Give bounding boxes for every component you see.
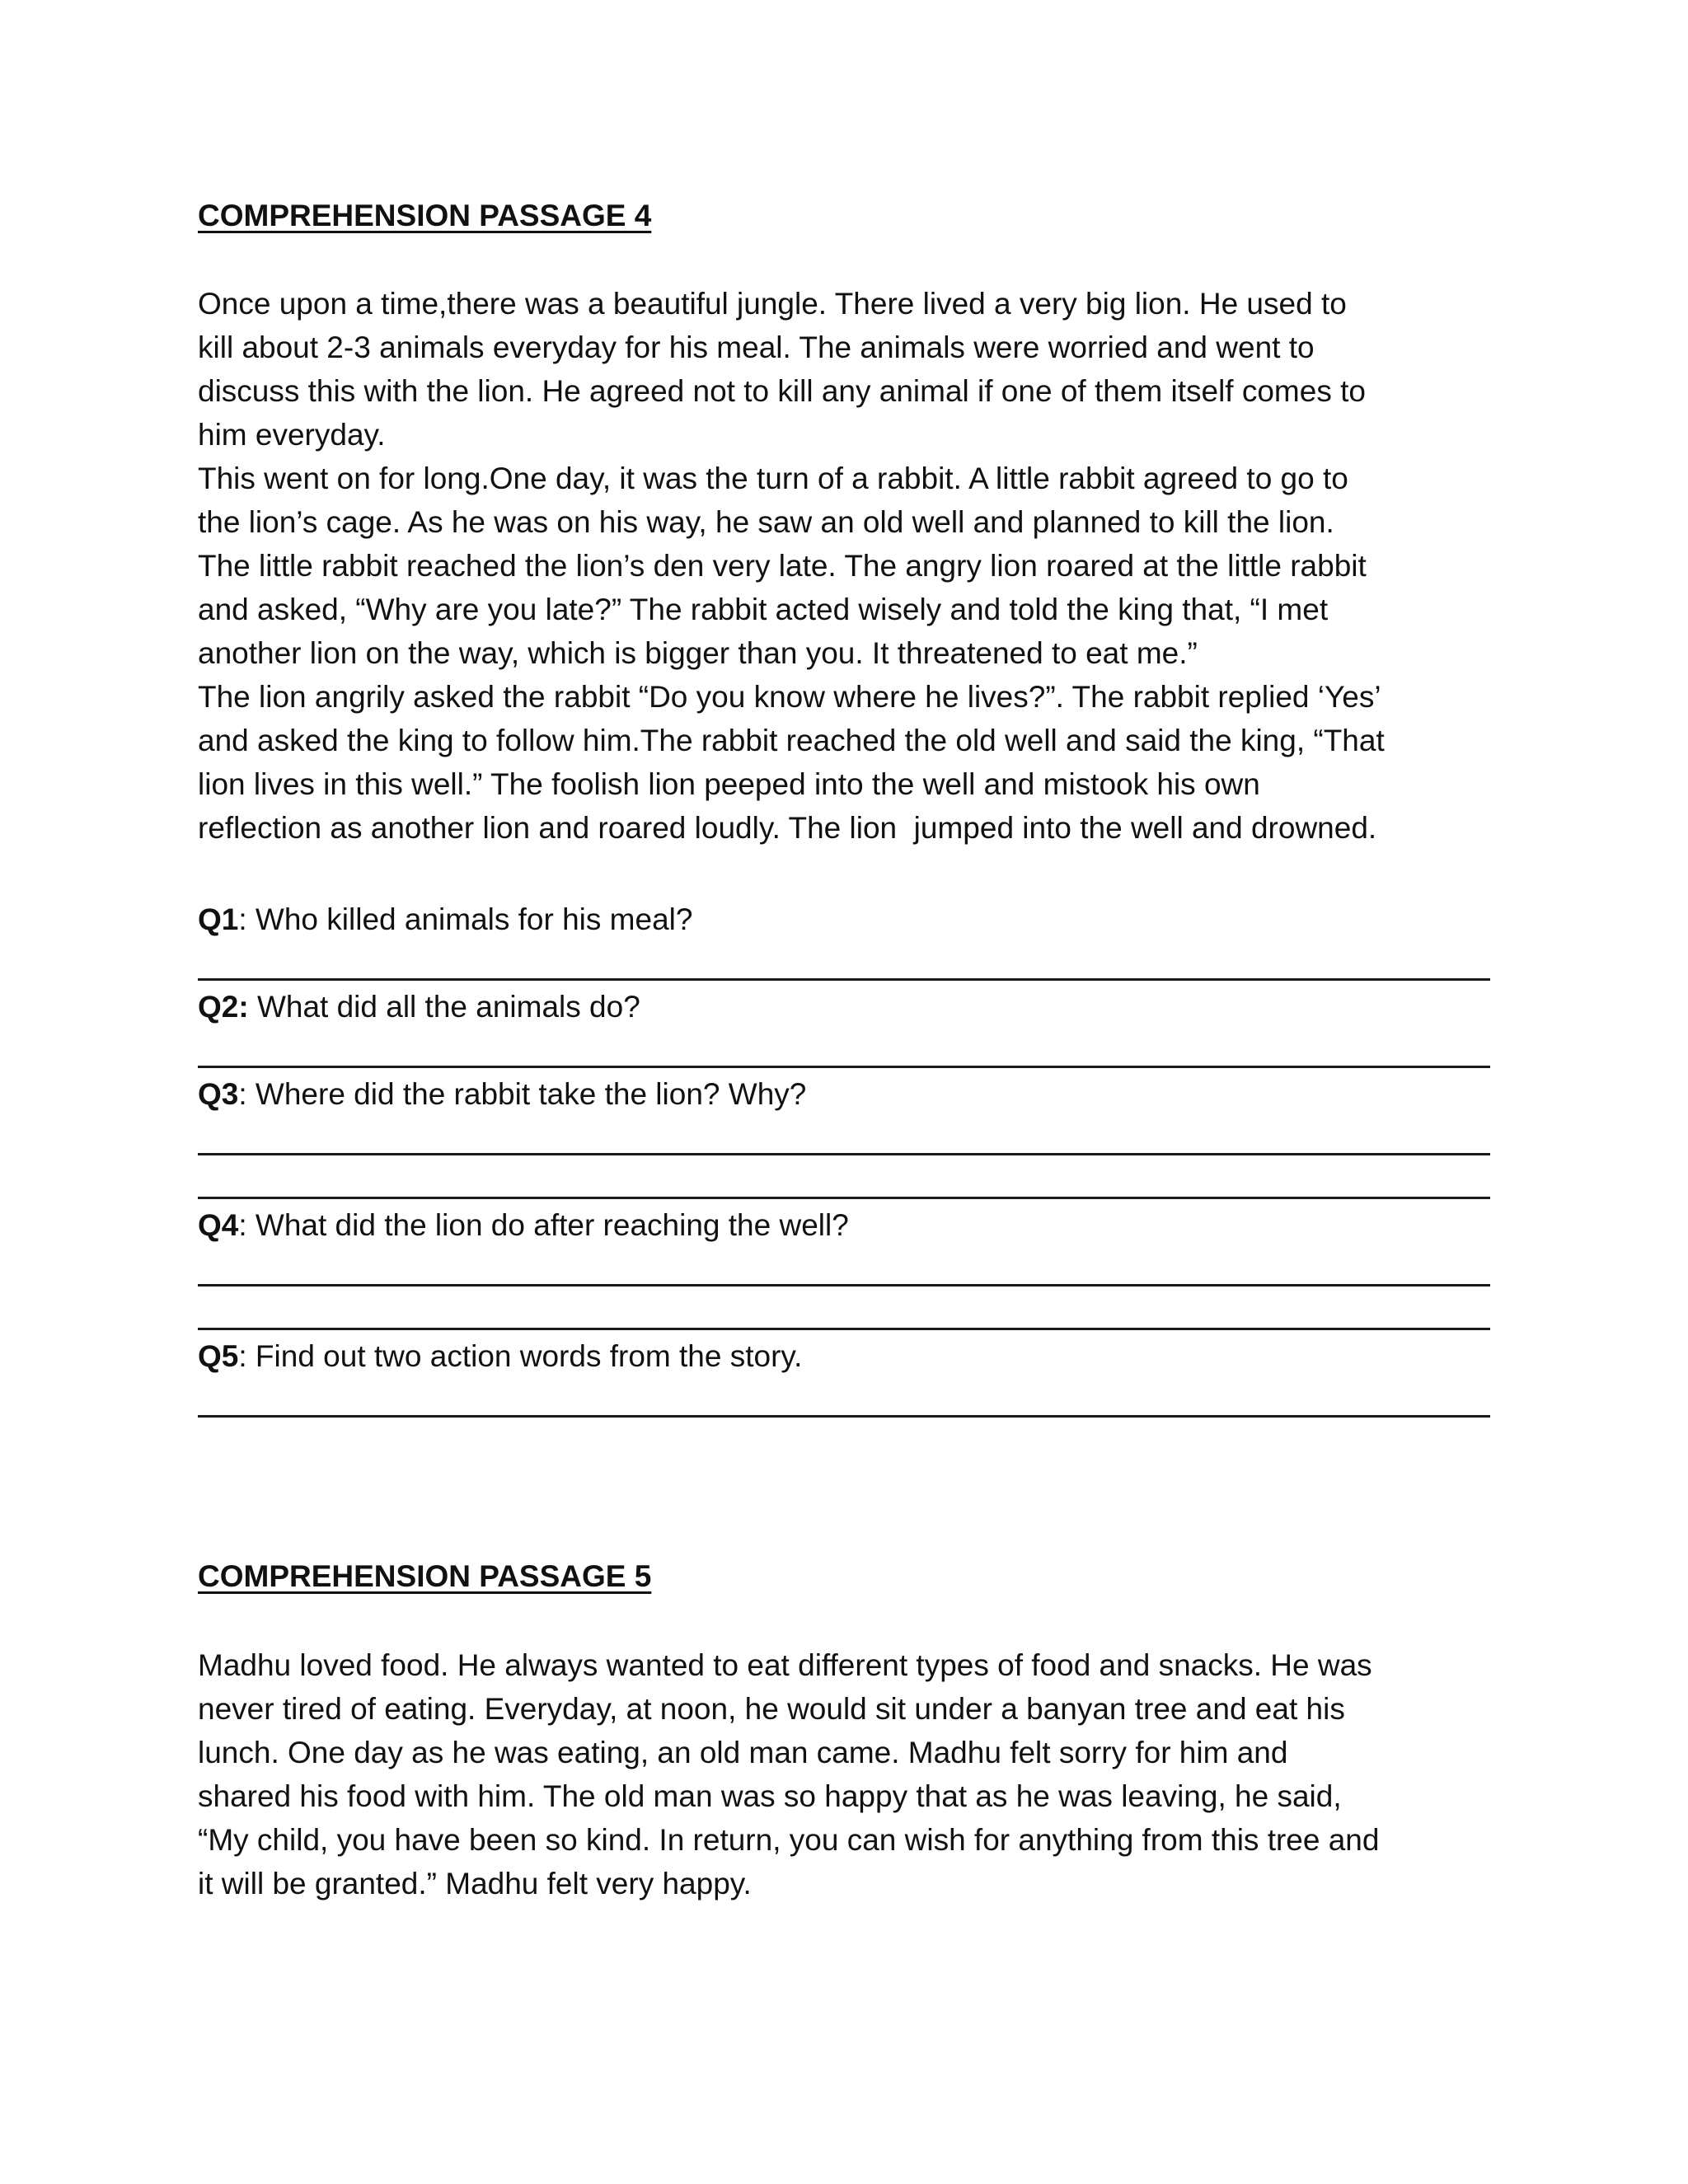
answer-line-q3-1[interactable] <box>198 1153 1490 1155</box>
passage-line: “My child, you have been so kind. In return, you can wish for anything from this tree and <box>198 1823 1380 1857</box>
answer-line-q1[interactable] <box>198 978 1490 981</box>
question-5 <box>198 1338 802 1375</box>
passage-line: and asked the king to follow him.The rabbit reached the old well and said the king, “That <box>198 724 1385 757</box>
question-text: Find out two action words from the story. <box>255 1339 803 1373</box>
question-label: Q1 <box>198 902 239 936</box>
answer-line-q4-2[interactable] <box>198 1328 1490 1330</box>
question-label: Q3 <box>198 1077 239 1111</box>
question-3 <box>198 1076 806 1113</box>
passage-line: The little rabbit reached the lion’s den very late. The angry lion roared at the little rabbit <box>198 549 1367 583</box>
question-text: Who killed animals for his meal? <box>255 902 693 936</box>
answer-line-q3-2[interactable] <box>198 1197 1490 1199</box>
question-label: Q5 <box>198 1339 239 1373</box>
question-separator: : <box>238 1208 256 1242</box>
passage-line: it will be granted.” Madhu felt very happy. <box>198 1867 752 1900</box>
passage-line: and asked, “Why are you late?” The rabbit acted wisely and told the king that, “I met <box>198 593 1329 626</box>
question-1 <box>198 902 692 938</box>
question-text: Where did the rabbit take the lion? Why? <box>255 1077 807 1111</box>
passage-4-text <box>198 282 1492 850</box>
passage-line: discuss this with the lion. He agreed not to kill any animal if one of them itself comes to <box>198 374 1366 408</box>
passage-line: reflection as another lion and roared loudly. The lion jumped into the well and drowned. <box>198 811 1377 845</box>
passage-line: another lion on the way, which is bigger than you. It threatened to eat me.” <box>198 636 1198 670</box>
question-label: Q4 <box>198 1208 239 1242</box>
passage-line: shared his food with him. The old man was so happy that as he was leaving, he said, <box>198 1779 1342 1813</box>
passage-line: Once upon a time,there was a beautiful jungle. There lived a very big lion. He used to <box>198 287 1347 321</box>
passage-line: never tired of eating. Everyday, at noon, he would sit under a banyan tree and eat his <box>198 1692 1345 1726</box>
answer-line-q2[interactable] <box>198 1066 1490 1068</box>
passage-line: kill about 2-3 animals everyday for his meal. The animals were worried and went to <box>198 330 1315 364</box>
question-separator: : <box>238 1339 256 1373</box>
question-text: What did all the animals do? <box>256 990 640 1024</box>
question-text: What did the lion do after reaching the well? <box>255 1208 849 1242</box>
passage-5-heading: COMPREHENSION PASSAGE 5 <box>198 1559 652 1593</box>
passage-line: The lion angrily asked the rabbit “Do you know where he lives?”. The rabbit replied ‘Yes’ <box>198 680 1381 714</box>
passage-4-heading: COMPREHENSION PASSAGE 4 <box>198 199 652 232</box>
question-separator: : <box>238 1077 256 1111</box>
passage-line: This went on for long.One day, it was the turn of a rabbit. A little rabbit agreed to go to <box>198 462 1348 495</box>
question-label: Q2: <box>198 990 249 1024</box>
question-separator <box>249 990 257 1024</box>
question-4 <box>198 1207 849 1244</box>
answer-line-q5[interactable] <box>198 1415 1490 1418</box>
passage-line: him everyday. <box>198 418 386 452</box>
question-2 <box>198 989 640 1025</box>
passage-line: the lion’s cage. As he was on his way, he saw an old well and planned to kill the lion. <box>198 505 1334 539</box>
passage-line: Madhu loved food. He always wanted to eat different types of food and snacks. He was <box>198 1648 1372 1682</box>
passage-5-text <box>198 1643 1492 1905</box>
passage-line: lion lives in this well.” The foolish lion peeped into the well and mistook his own <box>198 767 1260 801</box>
question-separator: : <box>238 902 256 936</box>
passage-line: lunch. One day as he was eating, an old man came. Madhu felt sorry for him and <box>198 1736 1288 1769</box>
answer-line-q4-1[interactable] <box>198 1284 1490 1286</box>
